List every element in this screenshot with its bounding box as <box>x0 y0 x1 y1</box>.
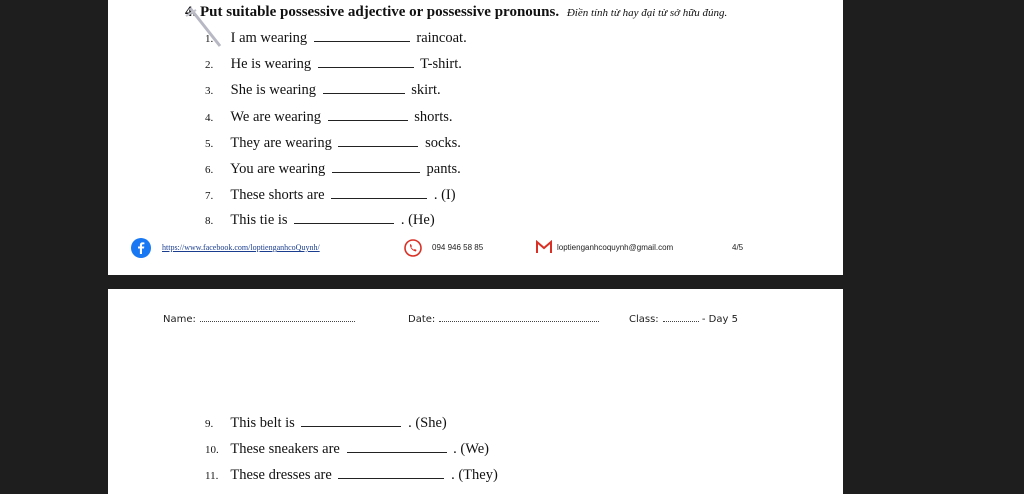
class-dotted-line <box>663 313 699 322</box>
item-number: 1. <box>205 33 214 45</box>
exercise-item <box>205 441 489 458</box>
phone-number: 094 946 58 85 <box>432 243 484 252</box>
item-prompt: You are wearing <box>230 161 326 177</box>
date-dotted-line <box>439 313 599 322</box>
name-dotted-line <box>200 313 355 322</box>
exercise-instruction: Put suitable possessive adjective or possessive pronouns. <box>200 4 560 20</box>
item-number: 4. <box>205 112 214 124</box>
item-suffix: T-shirt. <box>420 56 462 72</box>
exercise-item <box>205 109 453 126</box>
item-suffix: . (He) <box>400 212 435 228</box>
item-number: 9. <box>205 418 214 430</box>
date-field[interactable] <box>408 313 599 325</box>
exercise-item <box>205 212 435 229</box>
gmail-icon <box>536 240 552 254</box>
exercise-item <box>205 56 462 73</box>
answer-blank[interactable] <box>332 162 420 173</box>
name-field[interactable] <box>163 313 355 325</box>
answer-blank[interactable] <box>338 136 418 147</box>
answer-blank[interactable] <box>328 110 408 121</box>
item-prompt: We are wearing <box>230 109 321 125</box>
item-number: 6. <box>205 164 214 176</box>
answer-blank[interactable] <box>331 188 427 199</box>
exercise-item <box>205 415 447 432</box>
item-number: 11. <box>205 470 219 482</box>
item-suffix: raincoat. <box>416 30 467 46</box>
item-suffix: . (She) <box>408 415 447 431</box>
item-prompt: This tie is <box>230 212 288 228</box>
name-label: Name: <box>163 314 196 325</box>
item-number: 8. <box>205 215 214 227</box>
item-suffix: pants. <box>426 161 461 177</box>
answer-blank[interactable] <box>338 468 444 479</box>
item-prompt: These shorts are <box>230 187 325 203</box>
answer-blank[interactable] <box>314 31 410 42</box>
exercise-number: 4. <box>185 4 197 20</box>
answer-blank[interactable] <box>347 442 447 453</box>
item-number: 5. <box>205 138 214 150</box>
exercise-item <box>205 467 498 484</box>
page-footer <box>108 238 843 260</box>
facebook-link[interactable]: https://www.facebook.com/loptienganhcoQuynh/ <box>162 243 320 252</box>
answer-blank[interactable] <box>294 213 394 224</box>
item-suffix: shorts. <box>414 109 453 125</box>
exercise-item <box>205 161 461 178</box>
item-prompt: These sneakers are <box>230 441 340 457</box>
item-prompt: This belt is <box>230 415 295 431</box>
item-prompt: They are wearing <box>230 135 332 151</box>
email-address[interactable]: loptienganhcoquynh@gmail.com <box>557 243 674 252</box>
answer-blank[interactable] <box>318 57 414 68</box>
answer-blank[interactable] <box>301 416 401 427</box>
exercise-item <box>205 82 441 99</box>
item-prompt: These dresses are <box>230 467 332 483</box>
item-prompt: I am wearing <box>230 30 308 46</box>
facebook-icon <box>131 238 151 258</box>
item-number: 2. <box>205 59 214 71</box>
item-suffix: . (We) <box>453 441 489 457</box>
item-number: 7. <box>205 190 214 202</box>
exercise-instruction-vi: Điền tính từ hay đại từ sở hữu đúng. <box>566 7 728 19</box>
date-label: Date: <box>408 314 436 325</box>
item-suffix: . (They) <box>451 467 498 483</box>
exercise-item <box>205 30 467 47</box>
exercise-title <box>185 4 727 21</box>
answer-blank[interactable] <box>323 83 405 94</box>
page-number: 4/5 <box>732 243 744 252</box>
item-suffix: skirt. <box>411 82 441 98</box>
exercise-item <box>205 187 456 204</box>
item-number: 10. <box>205 444 219 456</box>
class-day: - Day 5 <box>701 314 738 325</box>
exercise-item <box>205 135 461 152</box>
item-suffix: . (I) <box>433 187 456 203</box>
item-number: 3. <box>205 85 214 97</box>
class-label: Class: <box>629 314 659 325</box>
class-field[interactable] <box>629 313 738 325</box>
item-suffix: socks. <box>425 135 461 151</box>
phone-icon <box>404 239 422 257</box>
item-prompt: She is wearing <box>230 82 316 98</box>
item-prompt: He is wearing <box>230 56 312 72</box>
worksheet-page-1 <box>108 0 843 275</box>
worksheet-page-2 <box>108 289 843 494</box>
